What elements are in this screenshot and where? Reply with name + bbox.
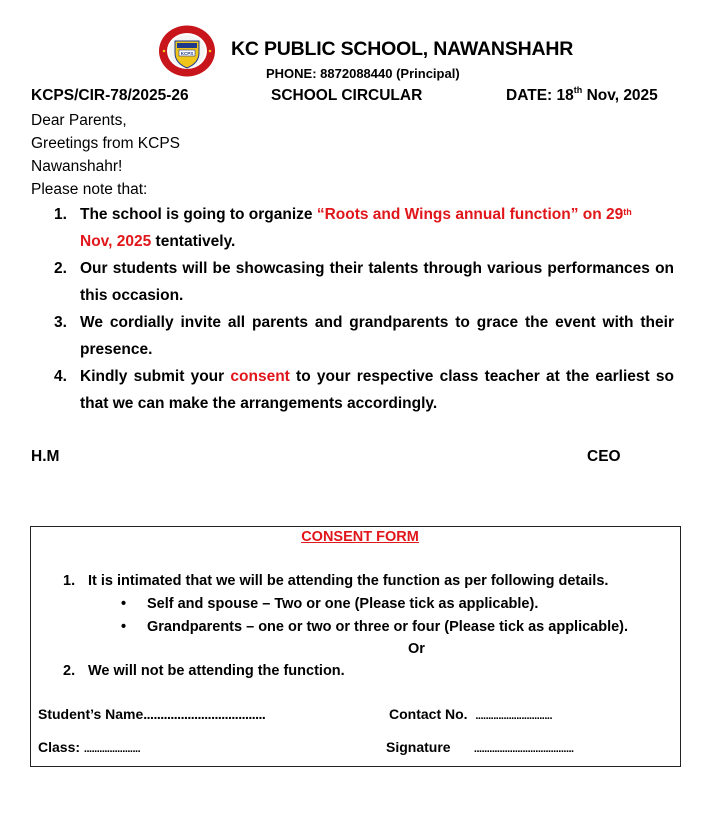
consent-highlight: consent: [230, 368, 290, 385]
signature-hm: H.M: [31, 448, 60, 465]
circular-point: 2. Our students will be showcasing their talents through various performances on this occasion.: [54, 260, 674, 304]
consent-form-box: [30, 526, 681, 767]
signature-ceo: CEO: [587, 448, 621, 465]
circular-point: 3. We cordially invite all parents and grandparents to grace the event with their presence.: [54, 314, 674, 358]
consent-option-attending: 1. It is intimated that we will be attending the function as per following details.: [63, 573, 609, 589]
school-crest-logo-icon: [158, 25, 216, 77]
school-phone: PHONE: 8872088440 (Principal): [266, 66, 460, 81]
signature-field[interactable]: Signature .......................................: [386, 739, 574, 755]
consent-form-title: CONSENT FORM: [301, 529, 419, 545]
function-name-highlight: “Roots and Wings annual function” on 29th Nov, 2025: [80, 206, 632, 250]
school-name: KC PUBLIC SCHOOL, NAWANSHAHR: [231, 38, 574, 60]
circular-date: DATE: 18th Nov, 2025: [506, 85, 658, 104]
consent-or-separator: Or: [408, 641, 425, 657]
class-field[interactable]: Class: ......................: [38, 739, 141, 755]
circular-point: 1. The school is going to organize “Roots and Wings annual function” on 29th Nov, 2025 tentatively.: [54, 206, 632, 250]
consent-bullet-grandparents: • Grandparents – one or two or three or four (Please tick as applicable).: [121, 619, 629, 635]
greeting-line: Greetings from KCPS: [31, 135, 181, 152]
consent-option-not-attending: 2. We will not be attending the function.: [63, 663, 345, 679]
student-name-field[interactable]: Student’s Name....................................: [38, 706, 266, 722]
circular-title: SCHOOL CIRCULAR: [271, 87, 423, 104]
svg-text:KCPS: KCPS: [180, 51, 194, 56]
circular-point: 4. Kindly submit your consent to your respective class teacher at the earliest so that we can make the arrangements accordingly.: [54, 368, 674, 412]
greeting-line: Please note that:: [31, 181, 148, 198]
bullet-icon: •: [121, 619, 127, 635]
contact-number-field[interactable]: Contact No. ..............................: [389, 706, 553, 722]
bullet-icon: •: [121, 596, 127, 612]
greeting-line: Dear Parents,: [31, 112, 127, 129]
consent-bullet-self-spouse: • Self and spouse – Two or one (Please tick as applicable).: [121, 596, 539, 612]
circular-reference: KCPS/CIR-78/2025-26: [31, 87, 189, 104]
circular-points-list: [54, 201, 674, 417]
greeting-line: Nawanshahr!: [31, 158, 123, 175]
